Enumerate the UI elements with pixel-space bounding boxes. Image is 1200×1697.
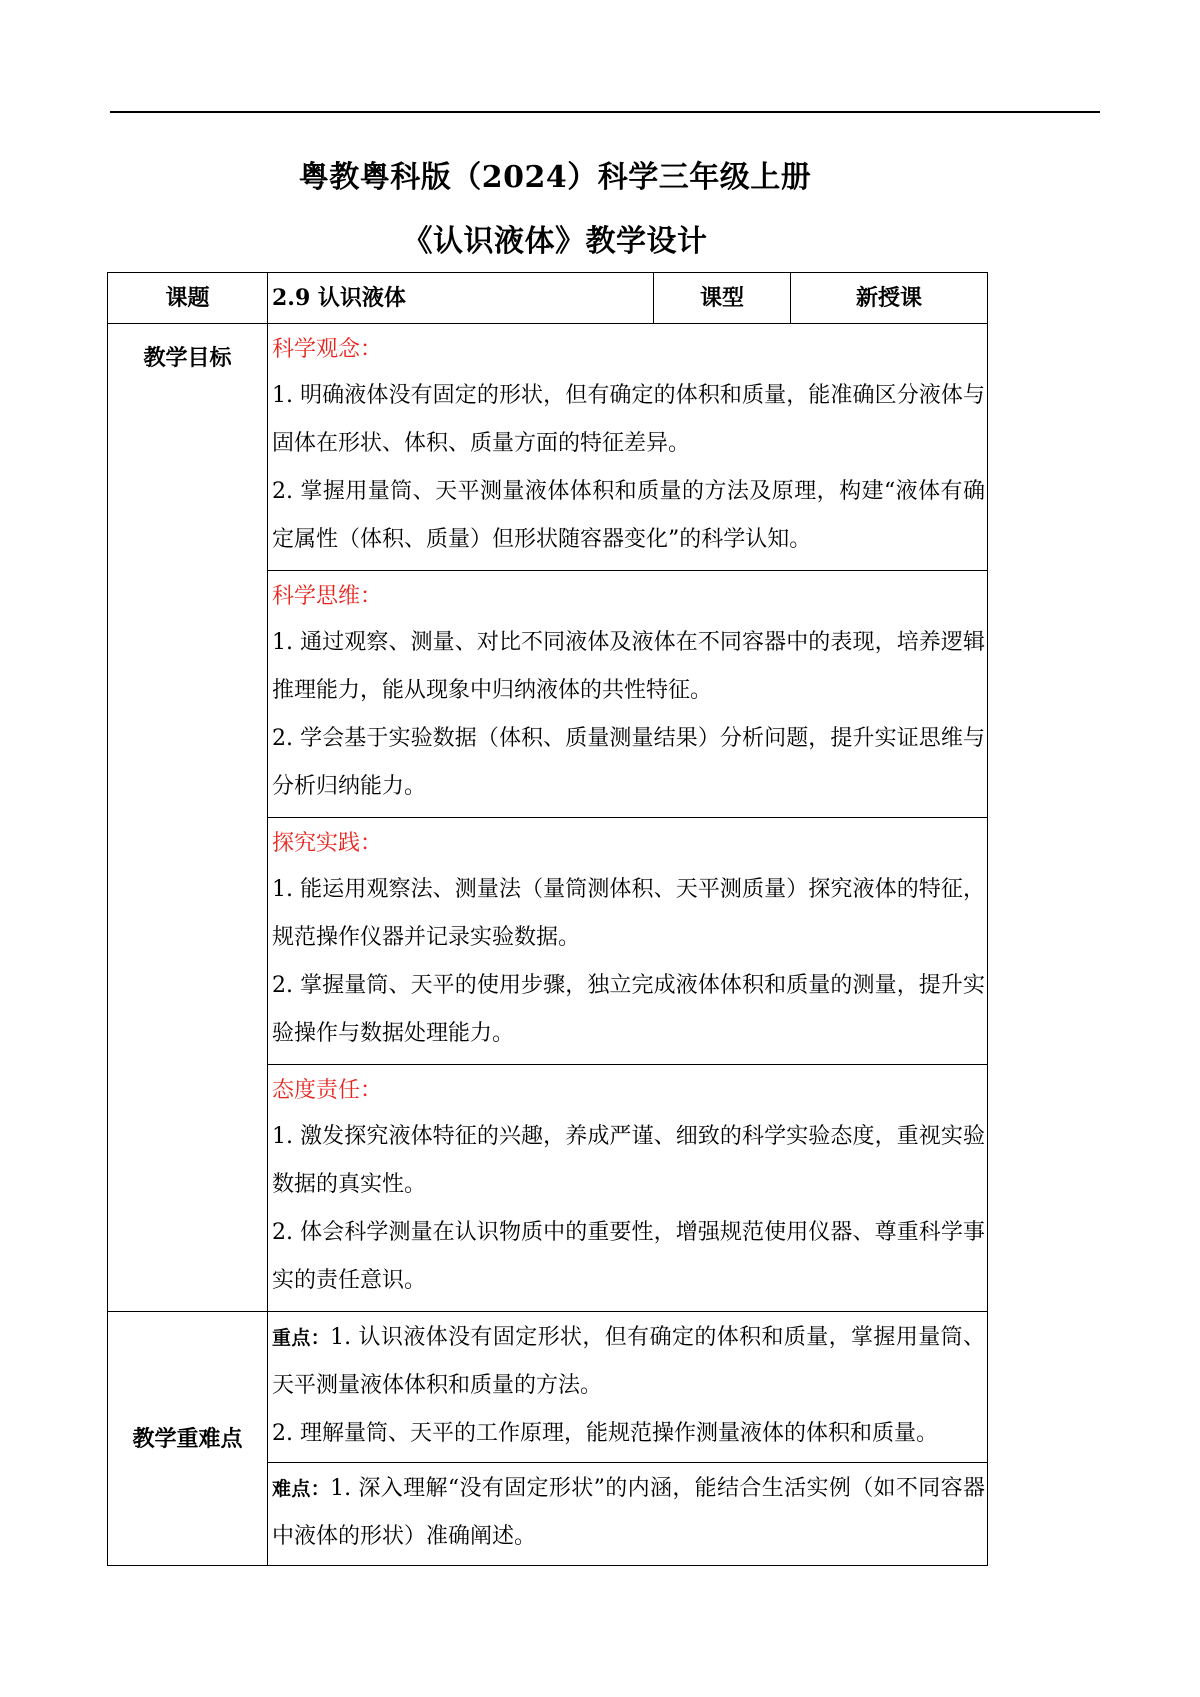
objective-paragraph: 2. 掌握量筒、天平的使用步骤，独立完成液体体积和质量的测量，提升实验操作与数据处理能力。 [272,973,985,1046]
header-rule [110,111,1100,113]
difficult-points-line [272,1465,985,1561]
objective-paragraph: 1. 通过观察、测量、对比不同液体及液体在不同容器中的表现，培养逻辑推理能力，能从现象中归纳液体的共性特征。 [272,630,985,703]
important-points-label: 重点： [272,1327,331,1349]
objective-section-cell [268,324,988,571]
objective-section-cell [268,1065,988,1312]
document-subtitle: 《认识液体》教学设计 [402,224,708,259]
objective-section-heading: 科学思维： [272,584,383,609]
objective-paragraph: 1. 明确液体没有固定的形状，但有确定的体积和质量，能准确区分液体与固体在形状、体积、质量方面的特征差异。 [272,383,985,456]
topic-label-cell: 课题 [108,273,268,324]
objective-section-cell [268,818,988,1065]
objective-paragraph: 2. 掌握用量筒、天平测量液体体积和质量的方法及原理，构建“液体有确定属性（体积、质量）但形状随容器变化”的科学认知。 [272,479,985,552]
difficult-points-text: 1. 深入理解“没有固定形状”的内涵，能结合生活实例（如不同容器中液体的形状）准确阐述。 [272,1476,985,1549]
table-header-row [108,273,988,324]
objective-section-cell [268,571,988,818]
objective-section-heading: 探究实践： [272,831,383,856]
difficult-points-label: 难点： [272,1478,331,1500]
objective-paragraph: 2. 学会基于实验数据（体积、质量测量结果）分析问题，提升实证思维与分析归纳能力。 [272,726,985,799]
objective-paragraph: 1. 能运用观察法、测量法（量筒测体积、天平测质量）探究液体的特征，规范操作仪器并记录实验数据。 [272,877,985,950]
objectives-row-0 [108,324,988,571]
objective-paragraph: 2. 体会科学测量在认识物质中的重要性，增强规范使用仪器、尊重科学事实的责任意识。 [272,1220,985,1293]
important-points-line [272,1314,985,1410]
objectives-label-cell: 教学目标 [108,324,268,1312]
type-label-cell: 课型 [654,273,791,324]
topic-value-cell: 2.9 认识液体 [268,273,654,324]
document-title: 粤教粤科版（2024）科学三年级上册 [298,160,812,195]
objective-section-heading: 科学观念： [272,337,383,362]
objective-section-heading: 态度责任： [272,1078,383,1103]
type-value-cell: 新授课 [791,273,988,324]
important-points-text: 1. 认识液体没有固定形状，但有确定的体积和质量，掌握用量筒、天平测量液体体积和质量的方法。 [272,1325,985,1398]
important-points-line: 2. 理解量筒、天平的工作原理，能规范操作测量液体的体积和质量。 [272,1421,938,1446]
lesson-plan-table [107,272,988,1566]
difficult-points-cell [268,1463,988,1566]
key-points-label-cell: 教学重难点 [108,1312,268,1566]
key-points-row-important [108,1312,988,1463]
objective-paragraph: 1. 激发探究液体特征的兴趣，养成严谨、细致的科学实验态度，重视实验数据的真实性。 [272,1124,985,1197]
important-points-cell [268,1312,988,1463]
